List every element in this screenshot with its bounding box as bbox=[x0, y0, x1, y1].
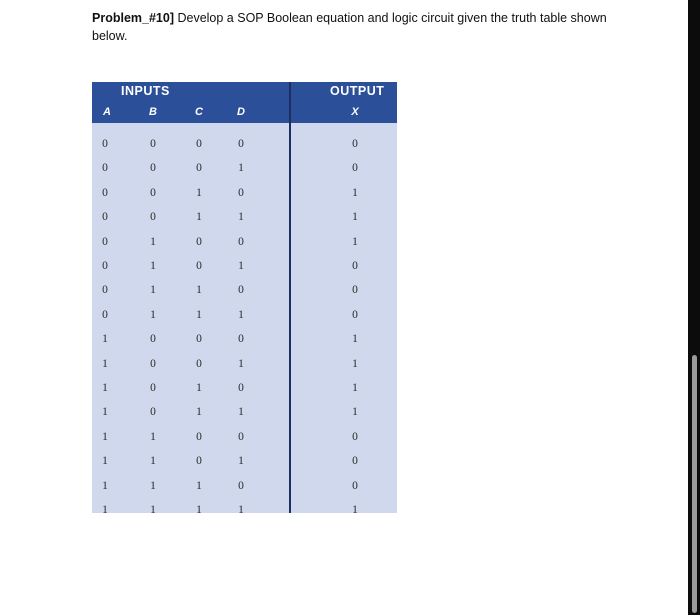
cell-a: 1 bbox=[102, 357, 108, 370]
cell-d: 0 bbox=[238, 235, 244, 248]
cell-x: 0 bbox=[352, 479, 358, 492]
window-edge bbox=[688, 0, 700, 615]
problem-label: Problem_#10] bbox=[92, 11, 174, 25]
cell-x: 0 bbox=[352, 260, 358, 272]
cell-a: 0 bbox=[102, 308, 108, 321]
cell-b: 0 bbox=[150, 357, 156, 370]
cell-d: 0 bbox=[238, 333, 244, 346]
cell-c: 1 bbox=[196, 382, 202, 394]
table-row bbox=[92, 501, 397, 513]
table-row bbox=[92, 330, 397, 354]
column-header-x: X bbox=[351, 106, 359, 118]
cell-b: 0 bbox=[150, 333, 156, 346]
cell-a: 0 bbox=[102, 235, 108, 248]
cell-d: 1 bbox=[238, 357, 244, 370]
cell-x: 0 bbox=[352, 138, 358, 150]
table-row bbox=[92, 477, 397, 501]
cell-a: 1 bbox=[102, 333, 108, 346]
cell-d: 1 bbox=[238, 211, 244, 224]
output-header: OUTPUT bbox=[330, 84, 385, 98]
cell-d: 0 bbox=[238, 479, 244, 492]
cell-d: 0 bbox=[238, 186, 244, 199]
cell-d: 0 bbox=[238, 382, 244, 394]
cell-b: 1 bbox=[150, 479, 156, 492]
cell-a: 0 bbox=[102, 162, 108, 175]
table-row bbox=[92, 159, 397, 183]
cell-a: 1 bbox=[102, 479, 108, 492]
cell-b: 1 bbox=[150, 284, 156, 297]
cell-b: 0 bbox=[150, 382, 156, 394]
cell-x: 0 bbox=[352, 308, 358, 321]
table-row bbox=[92, 257, 397, 281]
cell-d: 0 bbox=[238, 138, 244, 150]
cell-d: 1 bbox=[238, 455, 244, 468]
table-row bbox=[92, 452, 397, 476]
column-header-c: C bbox=[195, 106, 203, 118]
cell-a: 0 bbox=[102, 138, 108, 150]
cell-a: 1 bbox=[102, 430, 108, 443]
cell-x: 1 bbox=[352, 211, 358, 224]
cell-d: 1 bbox=[238, 260, 244, 272]
cell-x: 1 bbox=[352, 235, 358, 248]
cell-b: 0 bbox=[150, 186, 156, 199]
cell-c: 0 bbox=[196, 235, 202, 248]
inputs-header: INPUTS bbox=[121, 84, 170, 98]
cell-b: 0 bbox=[150, 138, 156, 150]
cell-a: 0 bbox=[102, 260, 108, 272]
cell-b: 0 bbox=[150, 211, 156, 224]
cell-c: 1 bbox=[196, 284, 202, 297]
table-row bbox=[92, 428, 397, 452]
cell-d: 0 bbox=[238, 430, 244, 443]
cell-x: 1 bbox=[352, 382, 358, 394]
cell-c: 1 bbox=[196, 211, 202, 224]
problem-text: Develop a SOP Boolean equation and logic circuit given the truth table shown below. bbox=[92, 11, 607, 43]
table-row bbox=[92, 208, 397, 232]
cell-c: 0 bbox=[196, 430, 202, 443]
cell-b: 1 bbox=[150, 430, 156, 443]
table-row bbox=[92, 379, 397, 403]
cell-a: 1 bbox=[102, 455, 108, 468]
scrollbar-thumb[interactable] bbox=[692, 355, 697, 613]
table-row bbox=[92, 233, 397, 257]
cell-x: 0 bbox=[352, 430, 358, 443]
cell-x: 1 bbox=[352, 333, 358, 346]
table-row bbox=[92, 403, 397, 427]
cell-b: 1 bbox=[150, 308, 156, 321]
column-header-a: A bbox=[103, 106, 111, 118]
cell-x: 1 bbox=[352, 406, 358, 419]
cell-a: 1 bbox=[102, 504, 108, 513]
cell-x: 0 bbox=[352, 284, 358, 297]
table-row bbox=[92, 281, 397, 305]
table-row bbox=[92, 306, 397, 330]
cell-b: 1 bbox=[150, 260, 156, 272]
cell-d: 1 bbox=[238, 162, 244, 175]
cell-b: 1 bbox=[150, 235, 156, 248]
cell-c: 1 bbox=[196, 406, 202, 419]
cell-a: 0 bbox=[102, 186, 108, 199]
cell-x: 1 bbox=[352, 186, 358, 199]
truth-table bbox=[92, 82, 397, 513]
column-header-b: B bbox=[149, 106, 157, 118]
cell-x: 0 bbox=[352, 455, 358, 468]
cell-a: 1 bbox=[102, 382, 108, 394]
cell-d: 0 bbox=[238, 284, 244, 297]
cell-x: 0 bbox=[352, 162, 358, 175]
cell-c: 1 bbox=[196, 479, 202, 492]
cell-c: 0 bbox=[196, 162, 202, 175]
cell-a: 0 bbox=[102, 211, 108, 224]
table-row bbox=[92, 184, 397, 208]
table-row bbox=[92, 135, 397, 159]
cell-b: 1 bbox=[150, 504, 156, 513]
cell-x: 1 bbox=[352, 504, 358, 513]
cell-d: 1 bbox=[238, 504, 244, 513]
problem-statement bbox=[92, 9, 632, 45]
cell-c: 0 bbox=[196, 357, 202, 370]
truth-table-header bbox=[92, 82, 397, 123]
cell-b: 1 bbox=[150, 455, 156, 468]
cell-c: 0 bbox=[196, 138, 202, 150]
cell-a: 0 bbox=[102, 284, 108, 297]
cell-b: 0 bbox=[150, 406, 156, 419]
column-header-d: D bbox=[237, 106, 245, 118]
cell-c: 0 bbox=[196, 455, 202, 468]
cell-c: 0 bbox=[196, 333, 202, 346]
cell-c: 1 bbox=[196, 504, 202, 513]
cell-d: 1 bbox=[238, 406, 244, 419]
table-row bbox=[92, 355, 397, 379]
cell-c: 0 bbox=[196, 260, 202, 272]
cell-c: 1 bbox=[196, 186, 202, 199]
cell-d: 1 bbox=[238, 308, 244, 321]
cell-a: 1 bbox=[102, 406, 108, 419]
cell-b: 0 bbox=[150, 162, 156, 175]
cell-x: 1 bbox=[352, 357, 358, 370]
cell-c: 1 bbox=[196, 308, 202, 321]
